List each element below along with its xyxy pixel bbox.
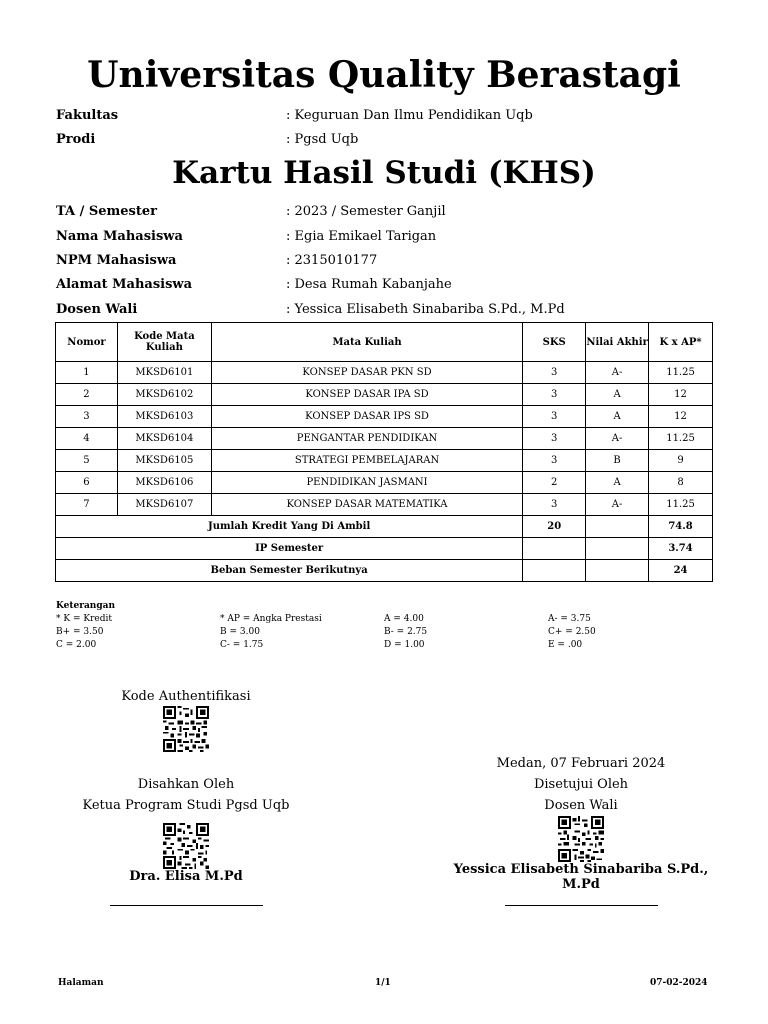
keterangan-item: E = .00 [548, 640, 583, 650]
keterangan-item: B+ = 3.50 [56, 627, 104, 637]
dosen-value: : Yessica Elisabeth Sinabariba S.Pd., M.Pd [286, 302, 565, 317]
dosen-wali-name-line2: M.Pd [562, 877, 600, 892]
cell-nomor: 4 [56, 428, 118, 450]
beban-value: 24 [649, 560, 713, 582]
jumlah-kxap: 74.8 [649, 516, 713, 538]
ta-value: : 2023 / Semester Ganjil [286, 204, 446, 219]
cell-sks: 2 [523, 472, 586, 494]
prodi-row [56, 132, 716, 150]
cell-mata-kuliah: KONSEP DASAR MATEMATIKA [211, 494, 522, 516]
keterangan-item: * AP = Angka Prestasi [220, 614, 322, 624]
cell-kode: MKSD6107 [117, 494, 211, 516]
summary-row-jumlah [56, 516, 713, 538]
grades-table [55, 322, 713, 582]
cell-nomor: 6 [56, 472, 118, 494]
header-sks: SKS [523, 323, 586, 362]
cell-nomor: 7 [56, 494, 118, 516]
footer-date: 07-02-2024 [650, 978, 708, 988]
dosen-row [56, 302, 716, 320]
document-title: Kartu Hasil Studi (KHS) [172, 155, 596, 191]
disahkan-label: Disahkan Oleh [137, 777, 235, 792]
cell-sks: 3 [523, 384, 586, 406]
cell-sks: 3 [523, 406, 586, 428]
keterangan-title: Keterangan [56, 601, 116, 611]
keterangan-item: D = 1.00 [384, 640, 425, 650]
table-row [56, 494, 713, 516]
kaprodi-name: Dra. Elisa M.Pd [129, 869, 243, 884]
cell-sks: 3 [523, 450, 586, 472]
summary-row-beban [56, 560, 713, 582]
header-mata-kuliah: Mata Kuliah [211, 323, 522, 362]
header-nilai: Nilai Akhir [586, 323, 649, 362]
fakultas-value: : Keguruan Dan Ilmu Pendidikan Uqb [286, 108, 533, 123]
fakultas-row [56, 108, 716, 126]
cell-nilai: A [586, 384, 649, 406]
cell-kode: MKSD6103 [117, 406, 211, 428]
alamat-row [56, 277, 716, 295]
qr-code-icon [162, 706, 210, 752]
cell-kxap: 12 [649, 384, 713, 406]
table-header-row [56, 323, 713, 362]
ta-label: TA / Semester [56, 204, 157, 219]
cell-kode: MKSD6102 [117, 384, 211, 406]
cell-kxap: 11.25 [649, 494, 713, 516]
disetujui-label: Disetujui Oleh [533, 777, 629, 792]
keterangan-item: C+ = 2.50 [548, 627, 596, 637]
keterangan-item: B- = 2.75 [384, 627, 428, 637]
table-row [56, 362, 713, 384]
npm-value: : 2315010177 [286, 253, 378, 268]
nama-value: : Egia Emikael Tarigan [286, 229, 437, 244]
cell-nilai: A- [586, 362, 649, 384]
header-kxap: K x AP* [649, 323, 713, 362]
keterangan-item: B = 3.00 [220, 627, 260, 637]
ketua-prodi-label: Ketua Program Studi Pgsd Uqb [82, 798, 290, 813]
fakultas-label: Fakultas [56, 108, 119, 123]
cell-mata-kuliah: KONSEP DASAR PKN SD [211, 362, 522, 384]
cell-mata-kuliah: KONSEP DASAR IPA SD [211, 384, 522, 406]
beban-empty-1 [523, 560, 586, 582]
dosen-label: Dosen Wali [56, 302, 138, 317]
ip-label: IP Semester [56, 538, 523, 560]
footer-page-number: 1/1 [375, 978, 391, 988]
table-row [56, 450, 713, 472]
cell-sks: 3 [523, 362, 586, 384]
cell-kxap: 11.25 [649, 428, 713, 450]
dosen-wali-name [451, 862, 711, 892]
nama-row [56, 229, 716, 247]
header-kode: Kode Mata Kuliah [117, 323, 211, 362]
cell-kxap: 9 [649, 450, 713, 472]
keterangan-item: A = 4.00 [384, 614, 424, 624]
cell-nomor: 3 [56, 406, 118, 428]
cell-nilai: A- [586, 428, 649, 450]
auth-label: Kode Authentifikasi [121, 689, 251, 704]
ip-empty-2 [586, 538, 649, 560]
cell-kxap: 12 [649, 406, 713, 428]
cell-nilai: A [586, 406, 649, 428]
ip-empty-1 [523, 538, 586, 560]
cell-kode: MKSD6101 [117, 362, 211, 384]
cell-nomor: 2 [56, 384, 118, 406]
cell-nilai: A- [586, 494, 649, 516]
cell-kode: MKSD6106 [117, 472, 211, 494]
jumlah-empty [586, 516, 649, 538]
dosen-wali-label: Dosen Wali [544, 798, 618, 813]
university-title: Universitas Quality Berastagi [87, 54, 681, 96]
npm-label: NPM Mahasiswa [56, 253, 177, 268]
prodi-value: : Pgsd Uqb [286, 132, 359, 147]
keterangan-item: A- = 3.75 [548, 614, 591, 624]
table-row [56, 428, 713, 450]
ip-value: 3.74 [649, 538, 713, 560]
table-row [56, 406, 713, 428]
signature-line-left [110, 905, 263, 907]
beban-empty-2 [586, 560, 649, 582]
cell-mata-kuliah: KONSEP DASAR IPS SD [211, 406, 522, 428]
cell-mata-kuliah: PENGANTAR PENDIDIKAN [211, 428, 522, 450]
cell-sks: 3 [523, 428, 586, 450]
table-row [56, 472, 713, 494]
prodi-label: Prodi [56, 132, 96, 147]
keterangan-item: C = 2.00 [56, 640, 97, 650]
dosen-wali-name-line1: Yessica Elisabeth Sinabariba S.Pd., [453, 862, 709, 877]
footer-halaman-label: Halaman [58, 978, 104, 988]
cell-nilai: B [586, 450, 649, 472]
beban-label: Beban Semester Berikutnya [56, 560, 523, 582]
nama-label: Nama Mahasiswa [56, 229, 183, 244]
cell-nomor: 1 [56, 362, 118, 384]
ta-row [56, 204, 716, 222]
keterangan-item: * K = Kredit [56, 614, 112, 624]
summary-row-ip [56, 538, 713, 560]
alamat-value: : Desa Rumah Kabanjahe [286, 277, 452, 292]
cell-sks: 3 [523, 494, 586, 516]
cell-kode: MKSD6104 [117, 428, 211, 450]
keterangan-item: C- = 1.75 [220, 640, 264, 650]
cell-mata-kuliah: PENDIDIKAN JASMANI [211, 472, 522, 494]
header-nomor: Nomor [56, 323, 118, 362]
cell-kxap: 11.25 [649, 362, 713, 384]
table-row [56, 384, 713, 406]
qr-code-icon [557, 816, 605, 862]
cell-kxap: 8 [649, 472, 713, 494]
qr-code-icon [162, 823, 210, 869]
cell-mata-kuliah: STRATEGI PEMBELAJARAN [211, 450, 522, 472]
cell-nilai: A [586, 472, 649, 494]
cell-kode: MKSD6105 [117, 450, 211, 472]
npm-row [56, 253, 716, 271]
alamat-label: Alamat Mahasiswa [56, 277, 193, 292]
place-date: Medan, 07 Februari 2024 [496, 756, 666, 771]
jumlah-sks: 20 [523, 516, 586, 538]
jumlah-label: Jumlah Kredit Yang Di Ambil [56, 516, 523, 538]
cell-nomor: 5 [56, 450, 118, 472]
signature-line-right [505, 905, 658, 907]
